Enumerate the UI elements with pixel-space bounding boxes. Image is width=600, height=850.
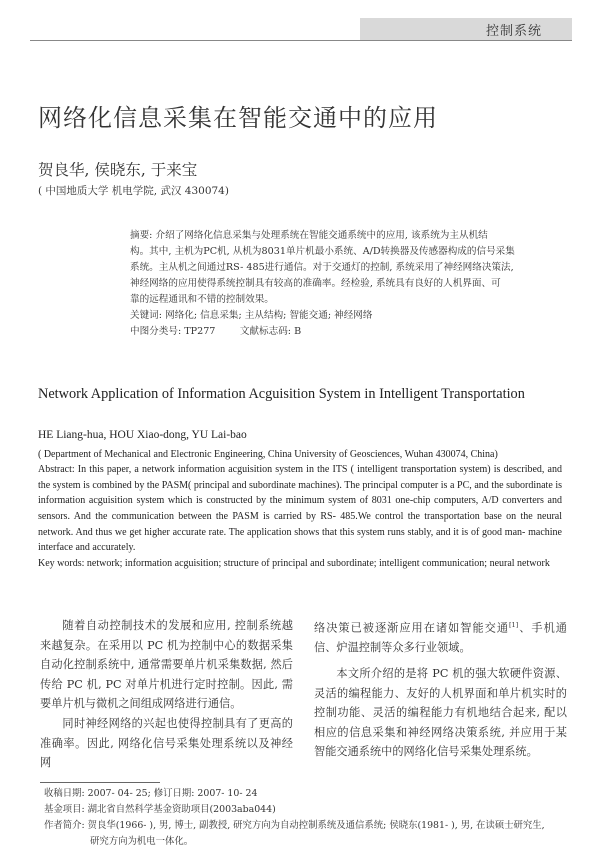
body-paragraph: 同时神经网络的兴起也使得控制具有了更高的准确率。因此, 网络化信号采集处理系统以及神经网 bbox=[40, 716, 293, 770]
author-bio-continued: 研究方向为机电一体化。 bbox=[90, 836, 194, 847]
classification-code: 中图分类号: TP277 文献标志码: B bbox=[130, 326, 302, 337]
body-column-right bbox=[314, 616, 567, 762]
abstract-line: 神经网络的应用使得系统控制具有较高的准确率。经检验, 系统具有良好的人机界面、可 bbox=[130, 278, 501, 289]
chinese-title: 网络化信息采集在智能交通中的应用 bbox=[38, 104, 438, 132]
abstract-line: 系统。主从机之间通过RS- 485进行通信。对于交通灯的控制, 系统采用了神经网络决策法, bbox=[130, 262, 514, 273]
fund-info: 基金项目: 湖北省自然科学基金资助项目(2003aba044) bbox=[44, 804, 276, 815]
chinese-abstract bbox=[130, 228, 540, 340]
footnotes bbox=[44, 786, 569, 850]
english-title: Network Application of Information Acguisition System in Intelligent Transportation bbox=[38, 386, 525, 402]
body-paragraph bbox=[314, 616, 567, 658]
chinese-authors: 贺良华, 侯晓东, 于来宝 bbox=[38, 161, 198, 179]
english-front-matter bbox=[38, 428, 562, 571]
chinese-keywords: 关键词: 网络化; 信息采集; 主从结构; 智能交通; 神经网络 bbox=[130, 310, 373, 321]
english-abstract: Abstract: In this paper, a network information acguisition system in the ITS ( intelligent transportation system) is described, and the system is combined by the PASM( principal and subordinate machines). The principal computer is a PC, and the subordinate is information acguisition system which is constructed by the minimum system of 8031 one-chip computers, A/D converters and sensors. And the communication between the PASM is carried by RS- 485.We control the transportation base on the neural network. And thus we get higher accurate rate. The application shows that this system runs stably, and it is of good man- machine interface and accurately. bbox=[38, 464, 562, 554]
abstract-line: 靠的远程通讯和不错的控制效果。 bbox=[130, 294, 274, 305]
abstract-line: 构。其中, 主机为PC机, 从机为8031单片机最小系统、A/D转换器及传感器构成的信号采集 bbox=[130, 246, 515, 257]
body-column-left bbox=[40, 616, 293, 773]
body-text: 络决策已被逐渐应用在诸如智能交通 bbox=[314, 621, 510, 635]
english-keywords: Key words: network; information acguisition; structure of principal and subordinate; intelligent communication; neural network bbox=[38, 557, 550, 569]
header-rule bbox=[30, 40, 572, 41]
english-affiliation: ( Department of Mechanical and Electronic Engineering, China University of Geosciences, Wuhan 430074, China) bbox=[38, 448, 498, 460]
citation-ref: [1] bbox=[509, 621, 519, 629]
received-dates: 收稿日期: 2007- 04- 25; 修订日期: 2007- 10- 24 bbox=[44, 788, 258, 799]
english-authors: HE Liang-hua, HOU Xiao-dong, YU Lai-bao bbox=[38, 429, 247, 441]
abstract-line: 摘要: 介绍了网络化信息采集与处理系统在智能交通系统中的应用, 该系统为主从机结 bbox=[130, 230, 488, 241]
body-paragraph: 随着自动控制技术的发展和应用, 控制系统越来越复杂。在采用以 PC 机为控制中心的数据采集自动化控制系统中, 通常需要单片机采集数据, 然后传给 PC 机, PC 对单片机进行定时控制。因此, 需要单片机与微机之间组成网络进行通信。 bbox=[40, 619, 293, 711]
chinese-affiliation: ( 中国地质大学 机电学院, 武汉 430074) bbox=[38, 185, 229, 197]
footnote-rule bbox=[40, 782, 160, 783]
author-bio: 作者简介: 贺良华(1966- ), 男, 博士, 副教授, 研究方向为自动控制系统及通信系统; 侯晓东(1981- ), 男, 在读硕士研究生, bbox=[44, 820, 545, 831]
body-paragraph: 本文所介绍的是将 PC 机的强大软硬件资源、灵活的编程能力、友好的人机界面和单片机实时的控制功能、灵活的编程能力有机地结合起来, 配以相应的信息采集和神经网络决策系统, 并应用于某智能交通系统中的网络化信号采集处理系统。 bbox=[314, 666, 567, 759]
section-label: 控制系统 bbox=[485, 24, 542, 39]
body-text: 、手机通信、炉温控制等众多行业领域。 bbox=[314, 621, 567, 655]
